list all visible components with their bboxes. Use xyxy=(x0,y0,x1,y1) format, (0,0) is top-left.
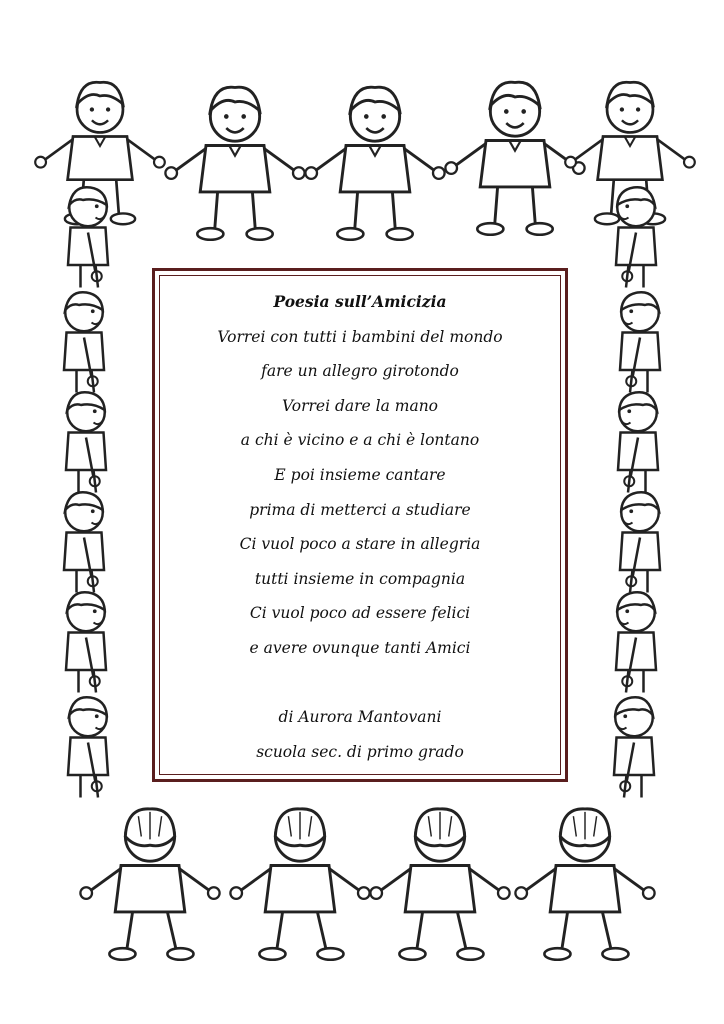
poem-title: Poesia sull’Amicizia xyxy=(273,292,447,311)
poem-line: Ci vuol poco ad essere felici xyxy=(249,604,471,623)
stanza-gap xyxy=(155,666,565,701)
poem-line: a chi è vicino e a chi è lontano xyxy=(240,431,480,450)
poem-line: fare un allegro girotondo xyxy=(261,362,459,381)
poem-author: di Aurora Mantovani xyxy=(278,708,442,727)
child-figure xyxy=(618,392,658,492)
child-figure xyxy=(616,187,656,287)
poem-school: scuola sec. di primo grado xyxy=(256,742,464,761)
child-figure xyxy=(620,492,660,592)
poem-line: Vorrei con tutti i bambini del mondo xyxy=(217,327,503,346)
child-figure xyxy=(80,809,219,960)
child-figure xyxy=(64,492,104,592)
poem-text xyxy=(155,285,565,769)
child-figure xyxy=(64,292,104,392)
poem-line: prima di metterci a studiare xyxy=(249,500,471,519)
child-figure xyxy=(66,392,106,492)
poem-line: e avere ovunque tanti Amici xyxy=(249,638,471,657)
child-figure xyxy=(305,87,444,240)
child-figure xyxy=(68,187,108,287)
child-figure xyxy=(68,697,108,797)
child-figure xyxy=(614,697,654,797)
poem-frame xyxy=(152,268,568,782)
poem-line: Vorrei dare la mano xyxy=(281,396,439,415)
poem-line: Ci vuol poco a stare in allegria xyxy=(239,535,481,554)
child-figure xyxy=(515,809,654,960)
child-figure xyxy=(616,592,656,692)
child-figure xyxy=(66,592,106,692)
child-figure xyxy=(230,809,369,960)
poem-line: tutti insieme in compagnia xyxy=(254,569,466,588)
child-figure xyxy=(620,292,660,392)
child-figure xyxy=(370,809,509,960)
child-figure xyxy=(445,82,584,235)
child-figure xyxy=(165,87,304,240)
poem-line: E poi insieme cantare xyxy=(274,465,446,484)
